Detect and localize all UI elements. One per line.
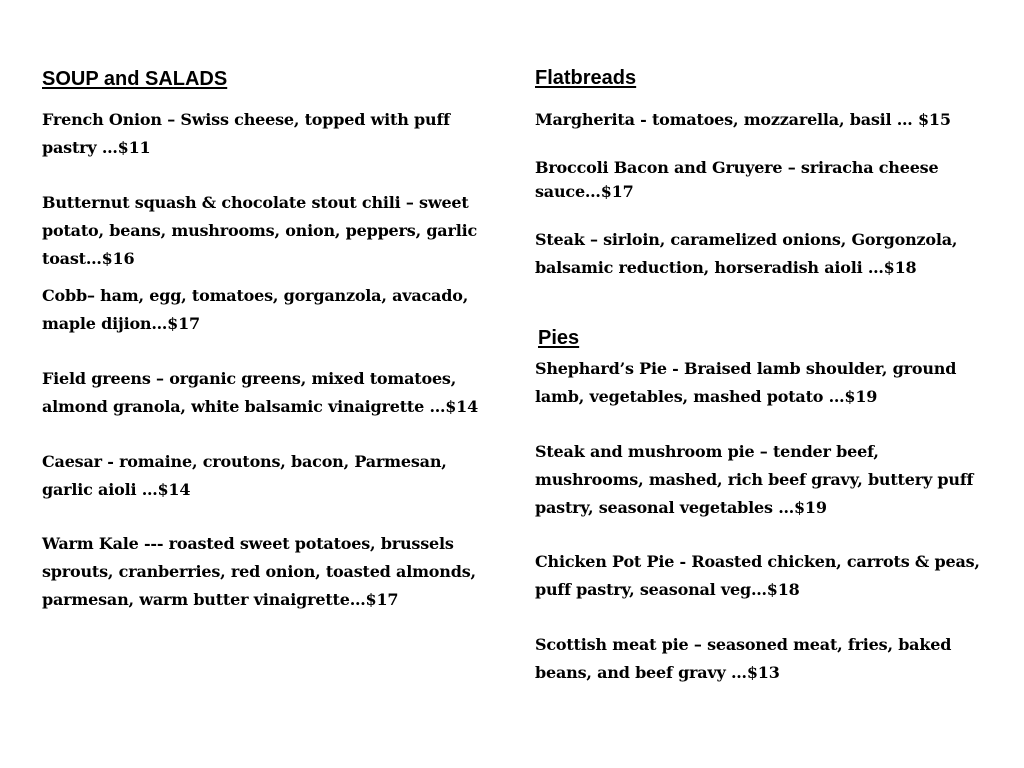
menu-item-steak-flatbread: Steak – sirloin, caramelized onions, Gorgonzola, balsamic reduction, horseradish aioli …$18 — [535, 230, 958, 277]
menu-item-warm-kale: Warm Kale --- roasted sweet potatoes, brussels sprouts, cranberries, red onion, toasted almonds, parmesan, warm butter vinaigrette…$17 — [42, 534, 476, 609]
menu-item-cobb: Cobb– ham, egg, tomatoes, gorganzola, avacado, maple dijion…$17 — [42, 286, 469, 333]
menu-item-broccoli-bacon-gruyere: Broccoli Bacon and Gruyere – sriracha cheese sauce…$17 — [535, 158, 939, 201]
soup-salads-heading: SOUP and SALADS — [42, 68, 228, 90]
menu-item-butternut-chili: Butternut squash & chocolate stout chili – sweet potato, beans, mushrooms, onion, peppers, garlic toast…$16 — [42, 193, 478, 268]
menu-item-shephards-pie: Shephard’s Pie - Braised lamb shoulder, ground lamb, vegetables, mashed potato …$19 — [535, 359, 957, 406]
menu-item-scottish-meat-pie: Scottish meat pie – seasoned meat, fries, baked beans, and beef gravy …$13 — [535, 635, 952, 682]
menu-item-steak-mushroom-pie: Steak and mushroom pie – tender beef, mushrooms, mashed, rich beef gravy, buttery puff pastry, seasonal vegetables …$19 — [535, 442, 974, 517]
menu-item-french-onion: French Onion – Swiss cheese, topped with puff pastry …$11 — [42, 110, 450, 157]
pies-heading: Pies — [538, 327, 580, 349]
menu-item-chicken-pot-pie: Chicken Pot Pie - Roasted chicken, carrots & peas, puff pastry, seasonal veg…$18 — [535, 552, 980, 599]
menu-item-field-greens: Field greens – organic greens, mixed tomatoes, almond granola, white balsamic vinaigrette …$14 — [42, 369, 479, 416]
menu-item-caesar: Caesar - romaine, croutons, bacon, Parmesan, garlic aioli …$14 — [42, 452, 447, 499]
flatbreads-heading: Flatbreads — [535, 67, 637, 89]
menu-item-margherita: Margherita - tomatoes, mozzarella, basil … $15 — [535, 110, 951, 129]
